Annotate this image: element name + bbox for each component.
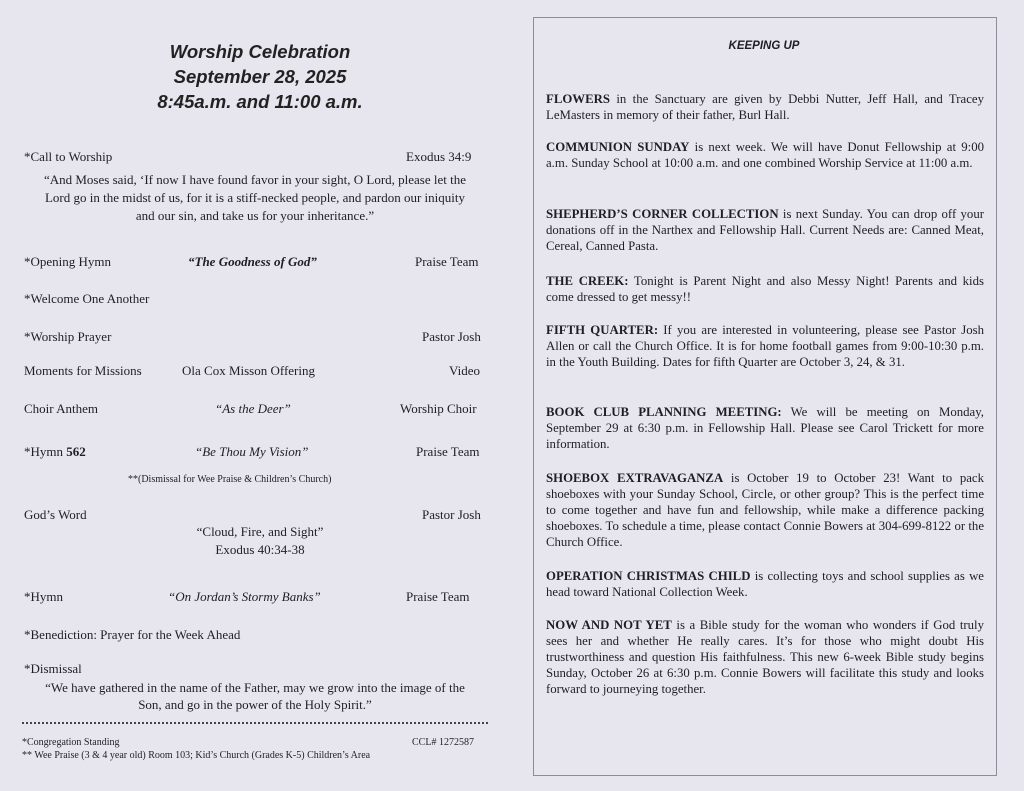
announcement-flowers: FLOWERS in the Sanctuary are given by Debbi Nutter, Jeff Hall, and Tracey LeMasters in memory of their father, Burl Hall.: [546, 92, 984, 122]
announcement-fifth-quarter: FIFTH QUARTER: If you are interested in volunteering, please see Pastor Josh Allen or call the Church Office. It is for home football games from 9:00-10:30 p.m. in the Youth Building. Dates for fifth Quarter are October 3, 24, & 31.: [546, 323, 984, 369]
welcome-one-another: *Welcome One Another: [24, 291, 150, 306]
missions-media: Video: [449, 363, 480, 378]
call-to-worship-text-2: Lord go in the midst of us, for it is a stiff-necked people, and pardon our iniquity: [44, 190, 465, 205]
worship-prayer-leader: Pastor Josh: [422, 329, 481, 344]
hymn-number: 562: [66, 444, 86, 459]
opening-hymn-title: “The Goodness of God”: [188, 254, 317, 269]
choir-anthem-label: Choir Anthem: [24, 401, 99, 416]
dismissal-label: *Dismissal: [24, 661, 82, 676]
gods-word-leader: Pastor Josh: [422, 507, 481, 522]
opening-hymn-leader: Praise Team: [415, 254, 479, 269]
missions-label: Moments for Missions: [24, 363, 142, 378]
missions-title: Ola Cox Misson Offering: [182, 363, 316, 378]
hymn-562-label: *Hymn 562: [24, 444, 86, 459]
gods-word-label: God’s Word: [24, 507, 87, 522]
service-date: September 28, 2025: [173, 66, 347, 87]
call-to-worship-reference: Exodus 34:9: [406, 149, 472, 164]
opening-hymn-label: *Opening Hymn: [24, 254, 112, 269]
hymn-562-leader: Praise Team: [416, 444, 480, 459]
congregation-standing-note: *Congregation Standing: [22, 737, 120, 748]
bulletin-title: Worship Celebration: [169, 41, 351, 62]
childrens-rooms-note: ** Wee Praise (3 & 4 year old) Room 103; Kid’s Church (Grades K-5) Children’s Area: [22, 750, 371, 761]
choir-anthem-title: “As the Deer”: [215, 401, 291, 416]
benediction: *Benediction: Prayer for the Week Ahead: [24, 627, 241, 642]
announcement-operation-christmas-child: OPERATION CHRISTMAS CHILD is collecting toys and school supplies as we head toward National Collection Week.: [546, 569, 984, 599]
announcement-shepherds-corner: SHEPHERD’S CORNER COLLECTION is next Sunday. You can drop off your donations off in the Narthex and Fellowship Hall. Current Needs are: Canned Meat, Cereal, Canned Pasta.: [546, 207, 984, 253]
call-to-worship-text-1: “And Moses said, ‘If now I have found favor in your sight, O Lord, please let the: [43, 172, 467, 187]
sermon-reference: Exodus 40:34-38: [215, 542, 305, 557]
announcement-book-club: BOOK CLUB PLANNING MEETING: We will be meeting on Monday, September 29 at 6:30 p.m. in Fellowship Hall. Please see Carol Trickett for more information.: [546, 405, 984, 451]
announcement-the-creek: THE CREEK: Tonight is Parent Night and also Messy Night! Parents and kids come dressed to get messy!!: [546, 274, 984, 304]
hymn-label: *Hymn: [24, 589, 63, 604]
hymn-title: “On Jordan’s Stormy Banks”: [168, 589, 321, 604]
announcement-now-and-not-yet: NOW AND NOT YET is a Bible study for the woman who wonders if God truly sees her and whether He really cares. It’s for those who might doubt His trustworthiness and question His faithfulness. This new 6-week Bible study begins Sunday, October 26 at 6:30 p.m. Connie Bowers will facilitate this study and looks forward to journeying together.: [546, 618, 984, 696]
worship-prayer-label: *Worship Prayer: [24, 329, 112, 344]
call-to-worship-text-3: and our sin, and take us for your inheritance.”: [135, 208, 375, 223]
announcement-communion: COMMUNION SUNDAY is next week. We will have Donut Fellowship at 9:00 a.m. Sunday School at 10:00 a.m. and one combined Worship Service at 11:00 a.m.: [546, 140, 985, 170]
dotted-divider: [22, 722, 488, 724]
childrens-dismissal-note: **(Dismissal for Wee Praise & Children’s Church): [128, 474, 332, 485]
keeping-up-title: KEEPING UP: [728, 40, 800, 52]
ccl-license: CCL# 1272587: [412, 737, 474, 748]
service-times: 8:45a.m. and 11:00 a.m.: [157, 91, 363, 112]
hymn-562-title: “Be Thou My Vision”: [195, 444, 309, 459]
dismissal-text-1: “We have gathered in the name of the Father, may we grow into the image of the: [45, 680, 465, 695]
announcement-shoebox: SHOEBOX EXTRAVAGANZA is October 19 to October 23! Want to pack shoeboxes with your Sunday School, Circle, or other group? This is the perfect time to come together and have fun and fellowship, while make a difference packing shoeboxes. To schedule a time, please contact Connie Bowers at 304-699-8122 or the Church Office.: [546, 471, 984, 549]
hymn-leader: Praise Team: [406, 589, 470, 604]
dismissal-text-2: Son, and go in the power of the Holy Spirit.”: [138, 697, 372, 712]
sermon-title: “Cloud, Fire, and Sight”: [196, 524, 324, 539]
call-to-worship-label: *Call to Worship: [24, 149, 113, 164]
choir-anthem-leader: Worship Choir: [400, 401, 477, 416]
